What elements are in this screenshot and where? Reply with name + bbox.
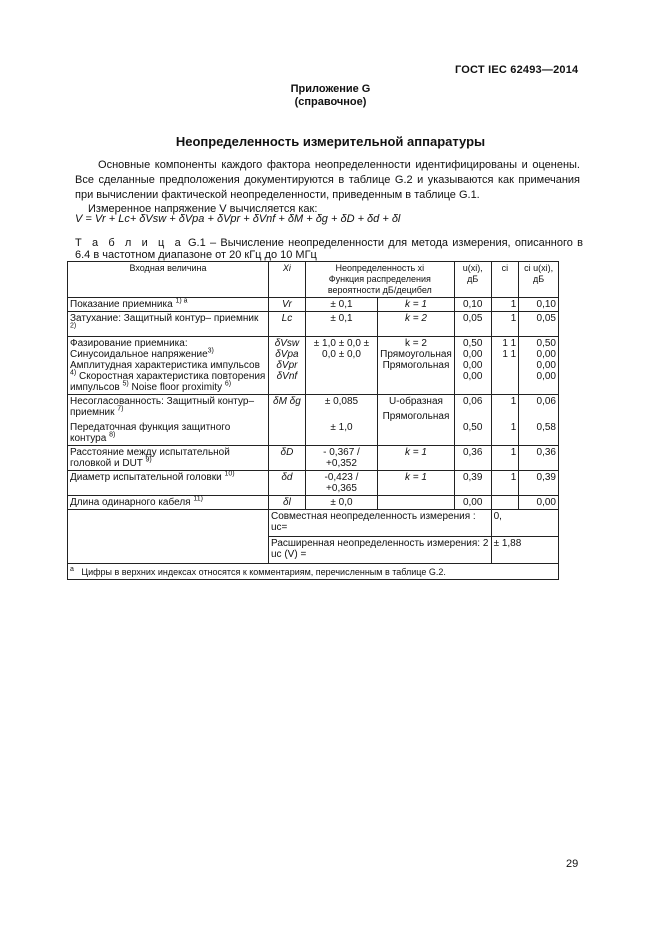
- row-xi: δM δg: [269, 395, 306, 446]
- header-uncertainty: [305, 262, 454, 298]
- combined-uncertainty-row: [68, 510, 559, 537]
- spacer-cell: [68, 510, 269, 537]
- row-c: 1: [491, 446, 519, 471]
- row-cu: 0,05: [519, 312, 559, 337]
- row-xi: δl: [269, 496, 306, 510]
- measure-sentence: Измеренное напряжение V вычисляется как:: [88, 203, 318, 215]
- header-xi: Xi: [269, 262, 306, 298]
- row-u: 0,50 0,00 0,00 0,00: [454, 337, 491, 395]
- row-cu: 0,39: [519, 471, 559, 496]
- row-u: 0,06 0,50: [454, 395, 491, 446]
- section-title: Неопределенность измерительной аппаратуры: [175, 134, 486, 149]
- row-dist: k = 1: [378, 446, 455, 471]
- row-cu: 0,00: [519, 496, 559, 510]
- row-name: Показание приемника $^{1) a}$: [68, 298, 269, 312]
- row-unc: -0,423 / +0,365: [305, 471, 377, 496]
- table-row: [68, 395, 559, 446]
- header-input: Входная величина: [68, 262, 269, 298]
- row-u: 0,10: [454, 298, 491, 312]
- voltage-formula: V = Vr + Lc+ δVsw + δVpa + δVpr + δVnf + δM + δg + δD + δd + δl: [75, 213, 401, 225]
- header-dist-label: Функция распределения вероятности дБ/децибел: [327, 274, 432, 295]
- intro-text: Основные компоненты каждого фактора неопределенности идентифицированы и оценены. Все сделанные предположения документируются в таблице G.2 и указываются как примечания при вычислении фактической неопределенности, приведенным в таблице G.1.: [75, 159, 580, 201]
- table-note-row: [68, 564, 559, 580]
- row-unc: ± 1,0 ± 0,0 ± 0,0 ± 0,0: [305, 337, 377, 395]
- row-u: 0,00: [454, 496, 491, 510]
- intro-paragraph: [75, 158, 580, 203]
- row-dist: k = 2: [378, 312, 455, 337]
- expanded-uncertainty-row: [68, 537, 559, 564]
- row-c: 1 1: [491, 395, 519, 446]
- table-row: [68, 446, 559, 471]
- header-u: u(xi), дБ: [454, 262, 491, 298]
- expanded-value: ± 1,88: [491, 537, 558, 564]
- row-unc: - 0,367 / +0,352: [305, 446, 377, 471]
- table-row: [68, 471, 559, 496]
- table-caption-label: Т а б л и ц а: [75, 237, 184, 249]
- row-name: Длина одинарного кабеля $^{11)}$: [68, 496, 269, 510]
- header-uncert-label: Неопределенность xi: [335, 263, 425, 273]
- row-unc: ± 0,1: [305, 312, 377, 337]
- row-name: Диаметр испытательной головки $^{10)}$: [68, 471, 269, 496]
- note-text: Цифры в верхних индексах относятся к комментариям, перечисленным в таблице G.2.: [81, 567, 446, 577]
- row-dist: U-образная Прямогольная: [378, 395, 455, 446]
- row-u: 0,36: [454, 446, 491, 471]
- row-xi: δVsw δVpa δVpr δVnf: [269, 337, 306, 395]
- table-caption-text: G.1 – Вычисление неопределенности для метода измерения, описанного в 6.4 в частотном диапазоне от 20 кГц до 10 МГц: [75, 237, 583, 261]
- row-u: 0,39: [454, 471, 491, 496]
- appendix-heading: [0, 83, 661, 109]
- uncertainty-table: [67, 261, 559, 580]
- row-name: Расстояние между испытательной головкой и DUT $^{9)}$: [68, 446, 269, 471]
- row-unc: ± 0,0: [305, 496, 377, 510]
- row-c: 1: [491, 312, 519, 337]
- row-cu: 0,50 0,00 0,00 0,00: [519, 337, 559, 395]
- table-header-row: [68, 262, 559, 298]
- document-code: ГОСТ IEC 62493—2014: [455, 64, 579, 76]
- row-name: Затухание: Защитный контур– приемник $^{2)}$: [68, 312, 269, 337]
- row-dist: k = 1: [378, 298, 455, 312]
- combined-value: 0,: [491, 510, 558, 537]
- row-xi: δD: [269, 446, 306, 471]
- row-c: 1: [491, 471, 519, 496]
- row-cu: 0,06 0,58: [519, 395, 559, 446]
- note-mark: a: [70, 566, 74, 573]
- row-cu: 0,10: [519, 298, 559, 312]
- table-caption: [75, 237, 583, 261]
- table-row: [68, 312, 559, 337]
- row-dist: [378, 496, 455, 510]
- row-xi: Lc: [269, 312, 306, 337]
- row-name: Фазирование приемника: Синусоидальное напряжение$^{3)}$ Амплитудная характеристика импульсов $^{4)}$ Скоростная характеристика повторения импульсов $^{5)}$ Noise floor proximity $^{6)}$: [68, 337, 269, 395]
- table-row: [68, 496, 559, 510]
- row-c: [491, 496, 519, 510]
- row-unc: ± 0,085 ± 1,0: [305, 395, 377, 446]
- table-row: [68, 337, 559, 395]
- row-name: Несогласованность: Защитный контур– приемник $^{7)}$ Передаточная функция защитного контура $^{8)}$: [68, 395, 269, 446]
- row-c: 1: [491, 298, 519, 312]
- table-note: [68, 564, 559, 580]
- combined-label: Совместная неопределенность измерения : uc=: [269, 510, 492, 537]
- page-number: 29: [566, 858, 579, 870]
- row-cu: 0,36: [519, 446, 559, 471]
- row-dist: k = 2 Прямоугольная Прямогольная: [378, 337, 455, 395]
- row-xi: δd: [269, 471, 306, 496]
- spacer-cell: [68, 537, 269, 564]
- row-c: 1 1 1 1: [491, 337, 519, 395]
- row-xi: Vr: [269, 298, 306, 312]
- header-ciu: ci u(xi), дБ: [519, 262, 559, 298]
- expanded-label: Расширенная неопределенность измерения: 2 uc (V) =: [269, 537, 492, 564]
- appendix-title: Приложение G: [290, 83, 371, 95]
- row-unc: ± 0,1: [305, 298, 377, 312]
- table-row: [68, 298, 559, 312]
- row-dist: k = 1: [378, 471, 455, 496]
- header-ci: ci: [491, 262, 519, 298]
- row-u: 0,05: [454, 312, 491, 337]
- appendix-subtitle: (справочное): [294, 96, 367, 108]
